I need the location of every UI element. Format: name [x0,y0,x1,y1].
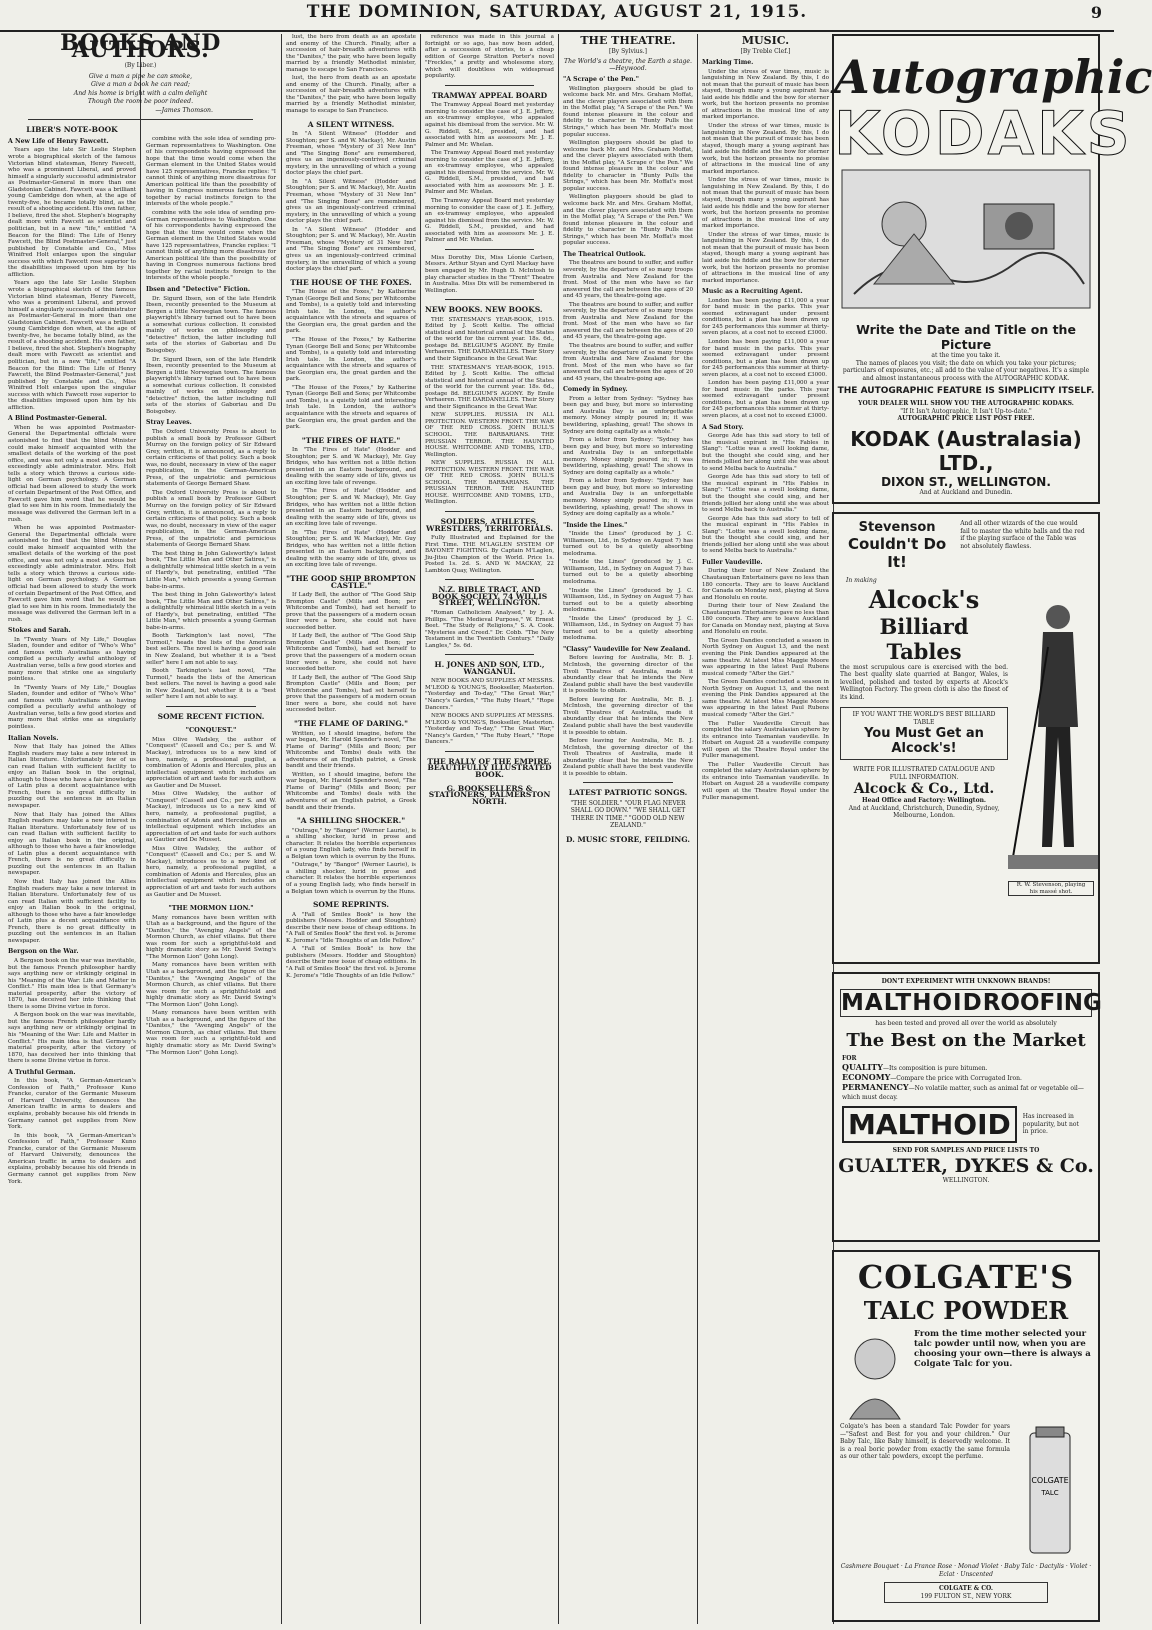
paragraph: Miss Olive Wadsley, the author of "Conquest" (Cassell and Co.; per S. and W. Mackay), introduces us to a new kind of hero, namely, a professional pugilist, a combination of Adonis and Hercules, plus an intellectual equipment which includes an appreciation of art and taste for such authors as Gautier and De Musset. [146,736,276,789]
malthoid-town: WELLINGTON. [942,1176,990,1184]
kodak-branches: And at Auckland and Dunedin. [919,488,1013,496]
autographic-script: Autographic [834,50,1152,104]
theatre-column [563,34,693,1624]
paragraph: Before leaving for Australia, Mr. B. J. McIntosh, the governing director of the Tivoli Theatres of Australia, made it abundantly clear that he intends the New Zealand public shall have the best vaudeville it is possible to obtain. [563,738,693,777]
section-heading: "THE MORMON LION." [168,904,254,913]
malthoid-best: The Best on the Market [846,1030,1086,1051]
paragraph: George Ade has this sad story to tell of the musical expirant in "His Fables in Slang": "Lottie was a swell looking dame, but the thought she could sing, and her friends jollied her along until she was about to send Melba back to Australia." [702,515,829,555]
alcock-product: Billiard Tables [879,613,969,664]
section-heading: Comedy in Sydney. [563,386,628,394]
paragraph: In "The Fires of Hate" (Hodder and Stoughton; per S. and W. Mackay), Mr. Guy Bridges, who has written not a little fiction presented in an Eastern background, and dealing with the seamy side of life, gives us an exciting love tale of revenge. [286,529,416,569]
colgate-lead: From the time mother selected your talc powder until now, when you are choosing your own—there is always a Colgate Talc for you. [914,1329,1091,1369]
paragraph: Before leaving for Australia, Mr. B. J. McIntosh, the governing director of the Tivoli Theatres of Australia, made it abundantly clear that he intends the New Zealand public shall have the best vaudeville it is possible to obtain. [563,655,693,695]
section-heading: "Inside the Lines." [563,521,628,529]
theatre-verse: The World's a theatre, the Earth a stage.—Heywood. [564,58,692,72]
paragraph: In this book, "A German-American's Confession of Faith," Professor Kuno Francke, curator of the Germanic Museum of Harvard University, denounces the American traffic in arms to dealers and explains, probably because his old friends in Germany cannot get supplies from New York. [8,1078,136,1131]
books-column-3 [286,34,416,1624]
paragraph: "The House of the Foxes," by Katherine Tynan (George Bell and Sons; per Whitcombe and Tombs), is a quietly told and interesting Irish tale. In London, the author's acquaintance with the streets and squares of the Georgian era, the great garden and the park. [286,289,416,335]
paragraph: Many romances have been written with Utah as a background, and the figure of the "Danites," the "Avenging Angels" of the Mormon Church, as chief villains. But there was room for such a sprightful-told and highly dramatic story as Mr. David Swing's "The Mormon Lion" (John Long). [146,1010,276,1056]
stevenson-caption: R. W. Stevenson, playing his massé shot. [1008,881,1094,896]
paragraph: Years ago the late Sir Leslie Stephen wrote a biographical sketch of the famous Victorian blind statesman, Henry Fawcett, who was a prominent Liberal, and proved himself a singularly successful administrator as Postmaster-General in more than one Gladstonian Cabinet. Fawcett was a brilliant young Cambridge don when, at the age of twenty-five, he became totally blind, as the result of a shooting accident. His own father, I believe, fired the shot. Stephen's biography dealt more with Fawcett as scientist and politician, but in a new "life," entitled "A Beacon for the Blind: The Life of Henry Fawcett, the Blind Postmaster-General," just published by Constable and Co., Miss Winifred Holt enlarges upon the singular success with which Fawcett rose superior to the disabilities imposed upon him by his affliction. [8,280,136,411]
kodaks-wordmark: KODAKS [834,99,1133,169]
ad-text: Fully Illustrated and Explained for the First Time. THE M'LAGLEN SYSTEM OF BAYONET FIGHTING. By Captain M'Laglen, Jiu-Jitsu Champion of the World. Price 1s. Posted 1s. 2d. S. AND W. MACKAY, 22 Lambton Quay, Wellington. [425,535,554,574]
music-byline: [By Treble Clef.] [740,47,791,55]
paragraph: A Bergson book on the war was inevitable, but the famous French philosopher hardly says anything new or strikingly original in his "Meaning of the War: Life and Matter in Conflict." His main idea is that Germany's material prosperity, after the victory of 1870, has deceived her into thinking that there is some Divine virtue in force. [8,1012,136,1065]
section-heading: THE HOUSE OF THE FOXES. [290,277,412,287]
paragraph: In "Twenty Years of My Life," Douglas Sladen, founder and editor of "Who's Who" and famous with Australians as having compiled a peculiarly awful anthology of Australian verse, tells a few good stories and many more that strike one as singularly pointless. [8,684,136,730]
paragraph: Booth Tarkington's last novel, "The Turmoil," heads the lists of the American best sellers. The novel is having a good sale in New Zealand, but whether it is a "best seller" here I am not able to say. [146,633,276,666]
paragraph: If Lady Bell, the author of "The Good Ship Brompton Castle" (Mills and Boon; per Whitcombe and Tombs), had set herself to prove that the passengers of a modern ocean liner were a bore, she could not have succeeded better. [286,592,416,631]
paragraph: "Inside the Lines" (produced by J. C. Williamson, Ltd., in Sydney on August 7) has turned out to be a quietly absorbing melodrama. [563,615,693,642]
kodak-advertisement [832,34,1152,504]
paragraph: Wellington playgoers should be glad to welcome back Mr. and Mrs. Graham Moffat, and the clever players associated with them in the Moffat play, "A Scrape o' the Pen." We found intense pleasure in the colour and fidelity to character in "Bunty Pulls the Strings," which has been Mr. Moffat's most popular success. [563,140,693,192]
alcock-want: IF YOU WANT THE WORLD'S BEST BILLIARD TABLE [852,711,996,726]
books-byline: (By Liber.) [124,62,157,70]
divider [166,706,256,707]
songs-list: "THE SOLDIER." "OUR FLAG NEVER SHALL GO DOWN." "WE SHALL GET THERE IN TIME." "GOOD OLD NEW ZEALAND." [570,799,686,830]
column-rule [140,34,141,1624]
paragraph: Years ago the late Sir Leslie Stephen wrote a biographical sketch of the famous Victorian blind statesman, Henry Fawcett, who was a prominent Liberal, and proved himself a singularly successful administrator as Postmaster-General in more than one Gladstonian Cabinet. Fawcett was a brilliant young Cambridge don when, at the age of twenty-five, he became totally blind, as the result of a shooting accident. His own father, I believe, fired the shot. Stephen's biography dealt more with Fawcett as scientist and politician, but in a new "life," entitled "A Beacon for the Blind: The Life of Henry Fawcett, the Blind Postmaster-General," just published by Constable and Co., Miss Winifred Holt enlarges upon the singular success with which Fawcett rose superior to the disabilities imposed upon him by his affliction. [8,147,136,278]
divider [445,654,534,655]
paragraph: When he was appointed Postmaster-General the Departmental officials were astonished to find that the blind Minister could make himself acquainted with the smallest details of the working of the post office, and was not only a most anxious but exceedingly able administrator. Mrs. Holt tells a story which throws a curious side-light on German psychology. A German official had been allowed to study the work of certain Department of the Post Office, and Fawcett gave him word that he would be glad to see him in his room. Immediately the message was delivered the German left in a rush. [8,424,136,523]
kodak-feature: THE AUTOGRAPHIC FEATURE IS SIMPLICITY ITSELF. [837,386,1095,396]
paragraph: From a letter from Sydney: "Sydney has been gay and busy, but more so interesting and Australia Day is an unforgettable memory. Money simply poured in; it was bewildering, splashing, great! The shows in Sydney are doing capitally as a whole." [563,395,693,435]
divider [445,299,534,300]
paragraph: If Lady Bell, the author of "The Good Ship Brompton Castle" (Mills and Boon; per Whitcombe and Tombs), had set herself to prove that the passengers of a modern ocean liner were a bore, she could not have succeeded better. [286,674,416,714]
paragraph: The theatres are bound to suffer, and suffer severely, by the departure of so many troops from Australia and New Zealand for the front. Most of the men who have so far answered the call are between the ages of 20 and 45 years, the theatre-going age. [563,342,693,382]
paragraph: In this book, "A German-American's Confession of Faith," Professor Kuno Francke, curator of the Germanic Museum of Harvard University, denounces the American traffic in arms to dealers and explains, probably because his old friends in Germany cannot get supplies from New York. [8,1132,136,1185]
paragraph: Under the stress of war times, music is languishing in New Zealand. By this, I do not mean that the pursuit of music has been stayed, though many a young aspirant has laid aside his fiddle and the bow for sterner work, but the horizon presents no promise of attractions in the musical line of any marked importance. [702,123,829,175]
paragraph: London has been paying £11,000 a year for band music in the parks. This year seemed extravagant under present conditions, but a plan has been drawn up for 245 performances this summer at thirty-seven places, at a cost not to exceed £3000. [702,380,829,419]
paragraph: George Ade has this sad story to tell of the musical expirant in "His Fables in Slang": "Lottie was a swell looking dame, but the thought she could sing, and her friends jollied her along until she was about to send Melba back to Australia." [702,474,829,514]
ad-text: NEW SUPPLIES. RUSSIA IN ALL PROTECTION. WESTERN FRONT. THE WAR OF THE RED CROSS. JOHN BULL'S SCHOOL. THE BARBARIANS. THE PRUSSIAN TERROR. THE HAUNTED HOUSE. WHITCOMBE AND TOMBS, LTD., Wellington. [425,460,554,506]
kodak-quote: "If It Isn't Autographic, It Isn't Up-to-date." [900,407,1032,415]
paragraph: In "The Fires of Hate" (Hodder and Stoughton; per S. and W. Mackay), Mr. Guy Bridges, who has written not a little fiction presented in an Eastern background, and dealing with the seamy side of life, gives us an exciting love tale of revenge. [286,447,416,486]
verse-line: And his home is bright with a calm delight [73,89,208,97]
ad-text: NEW SUPPLIES. RUSSIA IN ALL PROTECTION. WESTERN FRONT. THE WAR OF THE RED CROSS. JOHN BULL'S SCHOOL. THE BARBARIANS. THE PRUSSIAN TERROR. THE HAUNTED HOUSE. WHITCOMBE AND TOMBS, LTD., Wellington. [425,412,554,458]
paragraph: "The House of the Foxes," by Katherine Tynan (George Bell and Sons; per Whitcombe and Tombs), is a quietly told and interesting Irish tale. In London, the author's acquaintance with the streets and squares of the Georgian era, the great garden and the park. [286,336,416,383]
paragraph: "Inside the Lines" (produced by J. C. Williamson, Ltd., in Sydney on August 7) has turned out to be a quietly absorbing melodrama. [563,559,693,586]
verse-line: Give a man a book he can read; [90,81,191,89]
malthoid-for: FOR [842,1055,857,1062]
paragraph: In "A Silent Witness" (Hodder and Stoughton; per S. and W. Mackay), Mr. Austin Freeman, whose "Mystery of 31 New Inn" and "The Singing Bone" are remembered, gives us an ingeniously-contrived criminal mystery, in the unravelling of which a young doctor plays the chief part. [286,131,416,177]
section-heading: "Classy" Vaudeville for New Zealand. [563,645,691,653]
divider [445,579,534,580]
paragraph: A "Fall of Smiles Book" is how the publishers (Messrs. Hodder and Stoughton) describe their new issue of cheap editions. In "A Fall of Smiles Book" the first vol. is Jerome K. Jerome's "Idle Thoughts of an Idle Fellow." [286,946,416,979]
paragraph: The Tramway Appeal Board met yesterday morning to consider the case of J. E. Jeffery, an ex-tramway employee, who appealed against his dismissal from the service. Mr. W. G. Riddell, S.M., presided, and had associated with him as assessors Mr. J. E. Palmer and Mr. Whelan. [425,102,554,148]
section-heading: A Truthful German. [8,1068,76,1076]
malthoid-agent: GUALTER, DYKES & Co. [838,1154,1094,1177]
ad-footer: D. MUSIC STORE, FEILDING. [566,834,690,844]
ad-heading: N.Z. BIBLE TRACT, AND BOOK SOCIETY. 74 WILLIS STREET, WELLINGTON. [431,585,548,608]
ad-heading: H. JONES AND SON, LTD., WANGANUI. [434,660,545,676]
verse-line: Though the room be poor indeed. [87,98,194,106]
verse-author: —James Thomson. [155,106,213,114]
paragraph: Miss Olive Wadsley, the author of "Conquest" (Cassell and Co.; per S. and W. Mackay), introduces us to a new kind of hero, namely, a professional pugilist, a combination of Adonis and Hercules, plus an intellectual equipment which includes an appreciation of art and taste for such authors as Gautier and De Musset. [146,845,276,898]
paragraph: The best thing in John Galsworthy's latest book, "The Little Man and Other Satires," is a delightfully whimsical little sketch in a vein of Hardy's, but penetrating, entitled "The Little Man," which presents a young German babe-in-arms. [146,592,276,631]
ad-text: THE STATESMAN'S YEAR-BOOK, 1915. Edited by J. Scott Keltie. The official statistical and historical annual of the States of the world for the current year. 18s. 6d., postage 8d. BELGIUM'S AGONY. By Emile Verhaeren. THE DARDANELLES. Their Story and their Significance in the Great War. [425,364,554,410]
paragraph: The Tramway Appeal Board met yesterday morning to consider the case of J. E. Jeffery, an ex-tramway employee, who appealed against his dismissal from the service. Mr. W. G. Riddell, S.M., presided, and had associated with him as assessors Mr. J. E. Palmer and Mr. Whelan. [425,150,554,196]
paragraph: The Oxford University Press is about to publish a small book by Professor Gilbert Murray on the foreign policy of Sir Edward Grey, written, it is announced, as a reply to certain criticisms of that policy. Such a book was, no doubt, necessary in view of the eager republication, in the German-American Press, of the unpatriotic and pernicious statements of George Bernard Shaw. [146,428,276,488]
ad-heading: SOLDIERS, ATHLETES, WRESTLERS, TERRITORIALS. [426,517,553,533]
paragraph: "Outrage," by "Bangor" (Werner Laurie), is a shilling shocker, lurid in prose and character. It relates the horrible experiences of a young English lady, who finds herself in a Belgian town which is overrun by the Huns. [286,827,416,860]
paragraph: Dr. Sigurd Ibsen, son of the late Hendrik Ibsen, recently presented to the Museum at Bergen a little Norwegian town. The famous playwright's library turned out to have been a somewhat curious collection. It consisted mainly of works on philosophy and "detective" fiction, the latter including full sets of the stories of Gaboriau and Du Boisgobey. [146,295,276,354]
malthoid-advertisement [832,972,1100,1242]
colgate-advertisement [832,1250,1100,1622]
column-rule [281,34,282,1624]
paragraph: When he was appointed Postmaster-General the Departmental officials were astonished to find that the blind Minister could make himself acquainted with the smallest details of the working of the post office, and was not only a most anxious but exceedingly able administrator. Mrs. Holt tells a story which throws a curious side-light on German psychology. A German official had been allowed to study the work of certain Department of the Post Office, and Fawcett gave him word that he would be glad to see him in his room. Immediately the message was delivered the German left in a rush. [8,525,136,623]
column-rule [420,34,421,1624]
paragraph: Miss Dorothy Dix, Miss Léonie Carlsen, Messrs. Arthur Styan and Cyril Mackay have been engaged by Mr. Hugh D. McIntosh to play character studies in the "Trent" Theatre in Australia. Miss Dix will be remembered in Wellington. [425,254,554,294]
masthead [0,0,1114,32]
notebook-heading: LIBER'S NOTE-BOOK [26,125,118,135]
colgate-brand: COLGATE'S [857,1258,1075,1296]
paragraph: Under the stress of war times, music is languishing in New Zealand. By this, I do not mean that the pursuit of music has been stayed, though many a young aspirant has laid aside his fiddle and the bow for sterner work, but the horizon presents no promise of attractions in the musical line of any marked importance. [702,231,829,284]
page-number: 9 [1090,3,1102,22]
alcock-intro: And all other wizards of the cue would fail to master the white balls and the red if the playing surface of the Table was not absolutely flawless. [960,520,1085,550]
paragraph: The Fuller Vaudeville Circuit has completed the salary Australasian sphere by its entrance into Tasmanian vaudeville. In Hobart on August 28 a vaudeville company will open at the Theatre Royal under the Fuller management. [702,761,829,801]
ad-text: NEW BOOKS AND SUPPLIES AT MESSRS. M'LEOD & YOUNG'S, Bookseller, Masterton. "Yesterday and To-day," "The Great War," "Nancy's Garden," "The Ruby Heart," "Rope Dancers." [425,713,554,746]
colgate-address-2: 199 FULTON ST., NEW YORK [920,1592,1012,1600]
section-heading: Ibsen and "Detective" Fiction. [146,286,250,294]
ad-text: THE STATESMAN'S YEAR-BOOK, 1915. Edited by J. Scott Keltie. The official statistical and historical annual of the States of the world for the current year. 18s. 6d., postage 8d. BELGIUM'S AGONY. By Emile Verhaeren. THE DARDANELLES. Their Story and their Significance in the Great War. [425,316,554,362]
svg-text:COLGATE: COLGATE [1031,1476,1069,1485]
ad-heading: LATEST PATRIOTIC SONGS. [568,788,688,798]
column-rule [558,34,559,1624]
paragraph: George Ade has this sad story to tell of the musical expirant in "His Fables in Slang": "Lottie was a swell looking dame, but the thought she could sing, and her friends jollied her along until she was about to send Melba back to Australia." [702,433,829,472]
music-column [702,34,829,1624]
paragraph: Many romances have been written with Utah as a background, and the figure of the "Danites," the "Avenging Angels" of the Mormon Church, as chief villains. But there was room for such a sprightful-told and highly dramatic story as Mr. David Swing's "The Mormon Lion" (John Long). [146,914,276,960]
section-heading: Stray Leaves. [146,419,192,427]
paragraph: The Fuller Vaudeville Circuit has completed the salary Australasian sphere by its entrance into Tasmanian vaudeville. In Hobart on August 28 a vaudeville company will open at the Theatre Royal under the Fuller management. [702,720,829,760]
paragraph: Now that Italy has joined the Allies English readers may take a new interest in Italian literature. Unfortunately few of us can read Italian with sufficient facility to enjoy an Italian book in the original, although to those who have a fair knowledge of Latin plus a decent acquaintance with French, there is no great difficulty in puzzling out the sentences in an Italian newspaper. [8,744,136,809]
section-heading: "A SHILLING SHOCKER." [296,816,406,826]
alcock-branches: And at Auckland, Christchurch, Dunedin, Sydney, Melbourne, London. [848,804,1000,819]
ad-heading: THE RALLY OF THE EMPIRE. BEAUTIFULLY ILLUSTRATED BOOK. [427,756,552,779]
ad-text: "Roman Catholicism Analysed," by J. A. Phillips. "The Medieval Purpose," W. Ernest Beet. "The Study of Religions," S. A. Cook. "Mysteries and Creed." Dr. Cobb. "The New Testament in the Twentieth Century." "Daily Langles," 5s. 6d. [425,610,554,649]
malthoid-send: SEND FOR SAMPLES AND PRICE LISTS TO [892,1147,1040,1154]
malthoid-quality: QUALITY [842,1062,883,1072]
colgate-body: Colgate's has been a standard Talc Powder for years—"Safest and Best for you and your children." Our Baby Talc, like Baby himself, is deservedly welcome. It is a real boric powder from exactly the same formula as our other talc powders, except the perfume. [840,1423,1010,1460]
section-heading: Bergson on the War. [8,948,79,956]
kodak-company: KODAK (Australasia) LTD., [850,426,1082,475]
books-title: BOOKS AND AUTHORS. [60,30,221,63]
section-heading: "CONQUEST." [185,726,237,735]
paragraph: The best thing in John Galsworthy's latest book, "The Little Man and Other Satires," is a delightfully whimsical little sketch in a vein of Hardy's, but penetrating, entitled "The Little Man," which presents a young German babe-in-arms. [146,550,276,590]
paragraph: combine with the sole idea of sending pro-German representatives to Washington. One of his correspondents having expressed the hope that the time would come when the German element in the United States would have 125 representatives, Francke replies: "I cannot think of anything more disastrous for American political life than the possibility of having in Congress numerous factions bred together by racial instincts foreign to the interests of the whole people." [146,136,276,208]
divider [583,782,673,783]
malthoid-tested: has been tested and proved all over the world as absolutely [875,1019,1057,1027]
alcock-company: Alcock & Co., Ltd. [853,781,995,797]
paragraph: Under the stress of war times, music is languishing in New Zealand. By this, I do not mean that the pursuit of music has been stayed, though many a young aspirant has laid aside his fiddle and the bow for sterner work, but the horizon presents no promise of attractions in the musical line of any marked importance. [702,177,829,230]
section-heading: The Theatrical Outlook. [563,250,646,258]
paragraph: London has been paying £11,000 a year for band music in the parks. This year seemed extravagant under present conditions, but a plan has been drawn up for 245 performances this summer at thirty-seven places, at a cost not to exceed £3000. [702,338,829,378]
paragraph: Wellington playgoers should be glad to welcome back Mr. and Mrs. Graham Moffat, and the clever players associated with them in the Moffat play, "A Scrape o' the Pen." We found intense pleasure in the colour and fidelity to character in "Bunty Pulls the Strings," which has been Mr. Moffat's most popular success. [563,194,693,247]
section-heading: Italian Novels. [8,734,59,742]
paragraph: lust, the hero from death as an apostate and enemy of the Church. Finally, after a succession of hair-breadth adventures with the "Danites," the pair, who have been legally married by a friendly Methodist minister, manage to escape to San Francisco. [286,75,416,115]
divider [445,511,534,512]
section-heading: Fuller Vaudeville. [702,558,763,566]
svg-text:TALC: TALC [1041,1489,1059,1497]
kodak-body: The names of places you visit; the date on which you take your pictures; particulars of exposures, etc.; all add to the value of your negatives. It's a simple and almost instantaneous process with the AUTOGRAPHIC KODAK. [842,359,1090,382]
kodak-sub: at the time you take it. [931,352,1001,359]
paragraph: Written, so I should imagine, before the war began, Mr. Harold Spender's novel, "The Flame of Daring" (Mills and Boon; per Whitcombe and Tombs) deals with the adventures of an English patriot, a Greek bandit and their friends. [286,771,416,811]
section-heading: Marking Time. [702,59,754,67]
paragraph: "Inside the Lines" (produced by J. C. Williamson, Ltd., in Sydney on August 7) has turned out to be a quietly absorbing melodrama. [563,587,693,614]
paragraph: "Inside the Lines" (produced by J. C. Williamson, Ltd., in Sydney on August 7) has turned out to be a quietly absorbing melodrama. [563,531,693,557]
section-heading: Music as a Recruiting Agent. [702,288,803,296]
alcock-must: You Must Get an Alcock's! [864,726,984,756]
paragraph: In "The Fires of Hate" (Hodder and Stoughton; per S. and W. Mackay), Mr. Guy Bridges, who has written not a little fiction presented in an Eastern background, and dealing with the seamy side of life, gives us an exciting love tale of revenge. [286,488,416,528]
music-title: MUSIC. [741,34,790,47]
paragraph: combine with the sole idea of sending pro-German representatives to Washington. One of his correspondents having expressed the hope that the time would come when the German element in the United States would have 125 representatives, Francke replies: "I cannot think of anything more disastrous for American political life than the possibility of having in Congress numerous factions bred together by racial instincts foreign to the interests of the whole people." [146,210,276,282]
verse-line: Give a man a pipe he can smoke, [88,72,193,80]
malthoid-permanency: PERMANENCY [842,1082,909,1092]
divider [445,249,534,250]
stevenson-figure [1008,577,1098,877]
section-heading: A Sad Story. [702,423,744,431]
paragraph: The Green Dandies concluded a season in North Sydney on August 13, and the next evening the Pink Dandies appeared at the same theatre. At latest Miss Maggie Moore was appearing in the latest Paul Rubens musical comedy "After the Girl." [702,637,829,677]
paragraph: During their tour of New Zealand the Chautauquan Entertainers gave no less than 180 concerts. They are to leave Auckland for Canada on Monday next, playing at Suva and Honolulu en route. [702,568,829,601]
kodak-show: YOUR DEALER WILL SHOW YOU THE AUTOGRAPHIC KODAKS. [858,400,1074,407]
paragraph: Miss Olive Wadsley, the author of "Conquest" (Cassell and Co.; per S. and W. Mackay), introduces us to a new kind of hero, namely, a professional pugilist, a combination of Adonis and Hercules, plus an intellectual equipment which includes an appreciation of art and taste for such authors as Gautier and De Musset. [146,791,276,844]
paragraph: From a letter from Sydney: "Sydney has been gay and busy, but more so interesting and Australia Day is an unforgettable memory. Money simply poured in; it was bewildering, splashing, great! The shows in Sydney are doing capitally as a whole." [563,437,693,476]
ad-heading: NEW BOOKS. NEW BOOKS. [425,305,543,315]
paragraph: The Green Dandies concluded a season in North Sydney on August 13, and the next evening the Pink Dandies appeared at the same theatre. At latest Miss Maggie Moore was appearing in the latest Paul Rubens musical comedy "After the Girl." [702,679,829,718]
section-heading: SOME RECENT FICTION. [157,711,265,721]
paragraph: Many romances have been written with Utah as a background, and the figure of the "Danites," the "Avenging Angels" of the Mormon Church, as chief villains. But there was room for such a sprightful-told and highly dramatic story as Mr. David Swing's "The Mormon Lion" (John Long). [146,962,276,1008]
section-heading: "A Scrape o' the Pen." [563,76,640,84]
paragraph: "Outrage," by "Bangor" (Werner Laurie), is a shilling shocker, lurid in prose and character. It relates the horrible experiences of a young English lady, who finds herself in a Belgian town which is overrun by the Huns. [286,862,416,895]
kodak-illustration [834,164,1098,314]
paragraph: During their tour of New Zealand the Chautauquan Entertainers gave no less than 180 concerts. They are to leave Auckland for Canada on Monday next, playing at Suva and Honolulu en route. [702,603,829,636]
alcock-head: Head Office and Factory: Wellington. [861,797,987,804]
paragraph: Under the stress of war times, music is languishing in New Zealand. By this, I do not mean that the pursuit of music has been stayed, though many a young aspirant has laid aside his fiddle and the bow for sterner work, but the horizon presents no promise of attractions in the musical line of any marked importance. [702,68,829,121]
alcock-name: Alcock's [868,584,980,614]
paragraph: Wellington playgoers should be glad to welcome back Mr. and Mrs. Graham Moffat, and the clever players associated with them in the Moffat play, "A Scrape o' the Pen." We found intense pleasure in the colour and fidelity to character in "Bunty Pulls the Strings," which has been Mr. Moffat's most popular success. [563,85,693,138]
column-rule [697,34,698,1624]
malthoid-brand: MALTHOID [841,989,983,1016]
paragraph: From a letter from Sydney: "Sydney has been gay and busy, but more so interesting and Australia Day is an unforgettable memory. Money simply poured in; it was bewildering, splashing, great! The shows in Sydney are doing capitally as a whole." [563,478,693,518]
colgate-address-1: COLGATE & CO. [938,1585,994,1592]
section-heading: SOME REPRINTS. [312,900,390,910]
alcock-write: WRITE FOR ILLUSTRATED CATALOGUE AND FULL INFORMATION. [853,766,995,781]
paragraph: In "A Silent Witness" (Hodder and Stoughton; per S. and W. Mackay), Mr. Austin Freeman, whose "Mystery of 31 New Inn" and "The Singing Bone" are remembered, gives us an ingeniously-contrived criminal mystery, in the unravelling of which a young doctor plays the chief part. [286,226,416,273]
colgate-product: TALC POWDER [863,1296,1069,1325]
section-heading: A SILENT WITNESS. [307,119,395,129]
paragraph: The Tramway Appeal Board met yesterday morning to consider the case of J. E. Jeffery, an ex-tramway employee, who appealed against his dismissal from the service. Mr. W. G. Riddell, S.M., presided, and had associated with him as assessors Mr. J. E. Palmer and Mr. Whelan. [425,198,554,244]
paragraph: London has been paying £11,000 a year for band music in the parks. This year seemed extravagant under present conditions, but a plan has been drawn up for 245 performances this summer at thirty-seven places, at a cost not to exceed £3000. [702,297,829,337]
paragraph: A "Fall of Smiles Book" is how the publishers (Messrs. Hodder and Stoughton) describe their new issue of cheap editions. In "A Fall of Smiles Book" the first vol. is Jerome K. Jerome's "Idle Thoughts of an Idle Fellow." [286,911,416,944]
paragraph: A Bergson book on the war was inevitable, but the famous French philosopher hardly says anything new or strikingly original in his "Meaning of the War: Life and Matter in Conflict." His main idea is that Germany's material prosperity, after the victory of 1870, has deceived her into thinking that there is some Divine virtue in force. [8,958,136,1010]
paragraph: The Oxford University Press is about to publish a small book by Professor Gilbert Murray on the foreign policy of Sir Edward Grey, written, it is announced, as a reply to certain criticisms of that policy. Such a book was, no doubt, necessary in view of the eager republication, in the German-American Press, of the unpatriotic and pernicious statements of George Bernard Shaw. [146,489,276,549]
paragraph: lust, the hero from death as an apostate and enemy of the Church. Finally, after a succession of hair-breadth adventures with the "Danites," the pair, who have been legally married by a friendly Methodist minister, manage to escape to San Francisco. [286,34,416,73]
stevenson-heading: Stevenson [858,520,936,535]
books-column-4 [425,34,554,1624]
theatre-byline: [By Sylvius.] [609,47,647,55]
divider [445,85,534,86]
paragraph: reference was made in this journal a fortnight or so ago, has now been added, after a succession of stories, to a cheap edition of George Stratton Porter's novel "Freckles," a pretty and wholesome story, which will doubtless win widespread popularity. [425,34,554,80]
paragraph: The theatres are bound to suffer, and suffer severely, by the departure of so many troops from Australia and New Zealand for the front. Most of the men who have so far answered the call are between the ages of 20 and 45 years, the theatre-going age. [563,301,693,341]
theatre-title: THE THEATRE. [580,34,676,47]
talc-tin-icon [1010,1423,1090,1563]
paragraph: If Lady Bell, the author of "The Good Ship Brompton Castle" (Mills and Boon; per Whitcombe and Tombs), had set herself to prove that the passengers of a modern ocean liner were a bore, she could not have succeeded better. [286,633,416,673]
paragraph: Written, so I should imagine, before the war began, Mr. Harold Spender's novel, "The Flame of Daring" (Mills and Boon; per Whitcombe and Tombs) deals with the adventures of an English patriot, a Greek bandit and their friends. [286,730,416,770]
alcock-making: In making [846,577,877,584]
malthoid-quality-text: —Its composition is pure bitumen. [882,1065,988,1072]
malthoid-roofing: ROOFING [982,989,1102,1016]
kodak-tagline: Write the Date and Title on the Picture [856,322,1076,352]
paragraph: Dr. Sigurd Ibsen, son of the late Hendrik Ibsen, recently presented to the Museum at Bergen a little Norwegian town. The famous playwright's library turned out to have been a somewhat curious collection. It consisted mainly of works on philosophy and "detective" fiction, the latter including full sets of the stories of Gaboriau and Du Boisgobey. [146,356,276,415]
section-heading: A Blind Postmaster-General. [8,415,107,423]
kodak-price-list: AUTOGRAPHIC PRICE LIST POST FREE. [897,415,1035,422]
malthoid-warning: DON'T EXPERIMENT WITH UNKNOWN BRANDS! [881,978,1051,985]
paragraph: Now that Italy has joined the Allies English readers may take a new interest in Italian literature. Unfortunately few of us can read Italian with sufficient facility to enjoy an Italian book in the original, although to those who have a fair knowledge of Latin plus a decent acquaintance with French, there is no great difficulty in puzzling out the sentences in an Italian newspaper. [8,878,136,944]
malthoid-economy: ECONOMY [842,1072,891,1082]
paragraph: "The House of the Foxes," by Katherine Tynan (George Bell and Sons; per Whitcombe and Tombs), is a quietly told and interesting Irish tale. In London, the author's acquaintance with the streets and squares of the Georgian era, the great garden and the park. [286,384,416,431]
kodak-address: DIXON ST., WELLINGTON. [881,474,1051,489]
masthead-title: THE DOMINION, SATURDAY, AUGUST 21, 1915. [306,2,808,22]
colgate-portrait [840,1329,910,1419]
books-column-2 [146,34,276,1624]
section-heading: "THE FIRES OF HATE." [301,435,401,445]
colgate-kinds: Cashmere Bouquet · La France Rose · Monad Violet · Baby Talc · Dactylis · Violet · Eclat · Unscented [840,1563,1092,1578]
section-heading: TRAMWAY APPEAL BOARD [431,90,548,100]
alcock-text: the most scrupulous care is exercised with the bed. The best quality slate quarried at Bangor, Wales, is levelled, polished and tested by experts at Alcock's Wellington Factory. The green cloth is also the finest of its kind. [840,663,1008,701]
divider [445,751,534,752]
alcock-advertisement [832,512,1100,964]
paragraph: Now that Italy has joined the Allies English readers may take a new interest in Italian literature. Unfortunately few of us can read Italian with sufficient facility to enjoy an Italian book in the original, although to those who have a fair knowledge of Latin plus a decent acquaintance with French, there is no great difficulty in puzzling out the sentences in an Italian newspaper. [8,811,136,877]
paragraph: The theatres are bound to suffer, and suffer severely, by the departure of so many troops from Australia and New Zealand for the front. Most of the men who have so far answered the call are between the ages of 20 and 45 years, the theatre-going age. [563,260,693,300]
ad-heading: G. BOOKSELLERS & STATIONERS, PALMERSTON NORTH. [428,783,551,806]
paragraph: In "A Silent Witness" (Hodder and Stoughton; per S. and W. Mackay), Mr. Austin Freeman, whose "Mystery of 31 New Inn" and "The Singing Bone" are remembered, gives us an ingeniously-contrived criminal mystery, in the unravelling of which a young doctor plays the chief part. [286,178,416,225]
paragraph: Before leaving for Australia, Mr. B. J. McIntosh, the governing director of the Tivoli Theatres of Australia, made it abundantly clear that he intends the New Zealand public shall have the best vaudeville it is possible to obtain. [563,696,693,736]
section-heading: Stokes and Sarah. [8,627,71,635]
malthoid-logo: MALTHOID [842,1106,1017,1143]
malthoid-permanency-text: —No volatile matter, such as animal fat or vegetable oil—which must decay. [842,1085,1084,1101]
malthoid-economy-text: —Compare the price with Corrugated Iron. [890,1075,1022,1082]
section-heading: A New Life of Henry Fawcett. [8,137,109,145]
ad-text: NEW BOOKS AND SUPPLIES AT MESSRS. M'LEOD & YOUNG'S, Bookseller, Masterton. "Yesterday and To-day," "The Great War," "Nancy's Garden," "The Ruby Heart," "Rope Dancers." [425,678,554,711]
paragraph: Booth Tarkington's last novel, "The Turmoil," heads the lists of the American best sellers. The novel is having a good sale in New Zealand, but whether it is a "best seller" here I am not able to say. [146,668,276,701]
malthoid-popular: Has increased in popularity, but not in price. [1022,1113,1079,1136]
paragraph: In "Twenty Years of My Life," Douglas Sladen, founder and editor of "Who's Who" and famous with Australians as having compiled a peculiarly awful anthology of Australian verse, tells a few good stories and many more that strike one as singularly pointless. [8,636,136,683]
stevenson-heading-2: Couldn't Do It! [847,535,947,571]
section-heading: "THE FLAME OF DARING." [294,718,408,728]
section-heading: "THE GOOD SHIP BROMPTON CASTLE." [286,574,416,590]
